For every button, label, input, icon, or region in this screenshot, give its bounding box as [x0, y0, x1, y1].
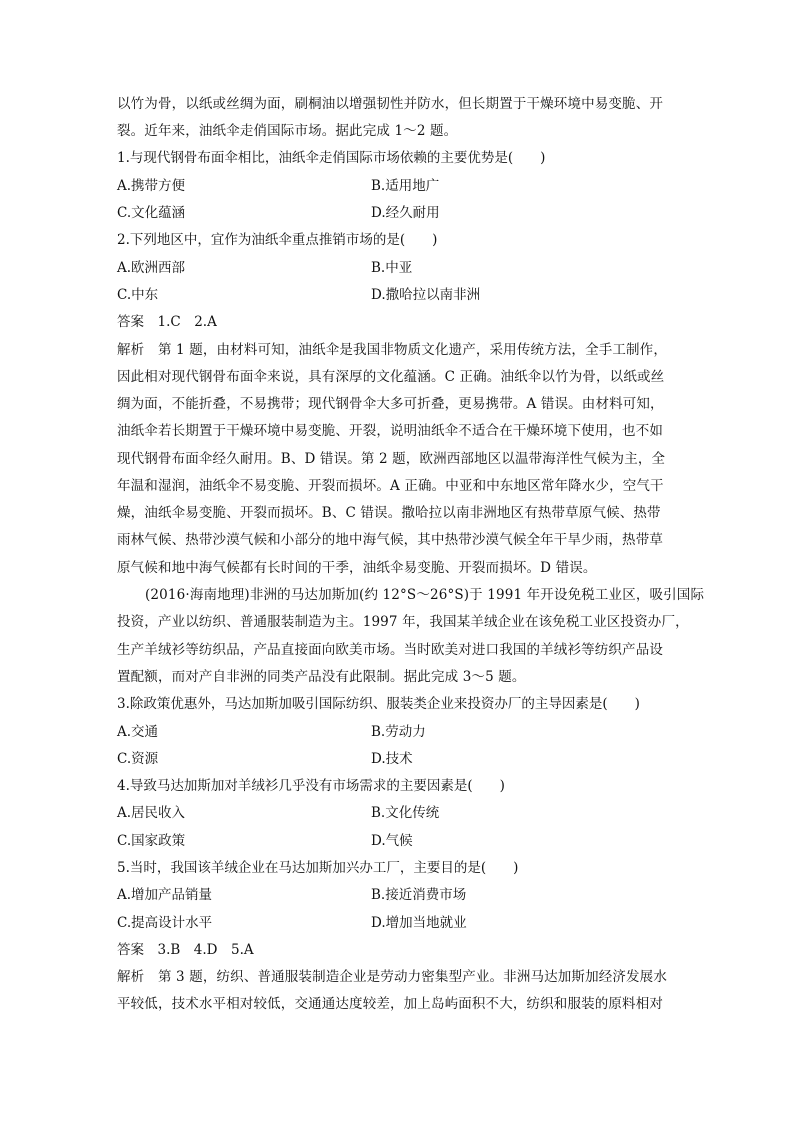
analysis-line: 燥，油纸伞易变脆、开裂而损坏。B、C 错误。撒哈拉以南非洲地区有热带草原气候、热带: [117, 505, 661, 521]
analysis-line: 年温和湿润，油纸伞不易变脆、开裂而损坏。A 正确。中亚和中东地区常年降水少，空气干: [117, 478, 664, 494]
material-text-line: 裂。近年来，油纸伞走俏国际市场。据此完成 1～2 题。: [117, 123, 458, 139]
analysis-line: 雨林气候、热带沙漠气候和小部分的地中海气候，其中热带沙漠气候全年干旱少雨，热带草: [117, 532, 663, 548]
q5-option-d: D.增加当地就业: [371, 915, 467, 931]
material-text-line: 投资，产业以纺织、普通服装制造为主。1997 年，我国某羊绒企业在该免税工业区投资办厂，: [117, 614, 689, 630]
analysis-line: 因此相对现代钢骨布面伞来说，具有深厚的文化蕴涵。C 正确。油纸伞以竹为骨，以纸或丝: [117, 369, 665, 385]
question-2-stem: 2.下列地区中，宜作为油纸伞重点推销市场的是( ): [117, 232, 438, 248]
material-text-line: 置配额，而对产自非洲的同类产品没有此限制。据此完成 3～5 题。: [117, 669, 526, 685]
question-1-stem: 1.与现代钢骨布面伞相比，油纸伞走俏国际市场依赖的主要优势是( ): [117, 150, 546, 166]
q5-option-c: C.提高设计水平: [117, 915, 213, 931]
analysis-line: 解析 第 3 题，纺织、普通服装制造企业是劳动力密集型产业。非洲马达加斯加经济发展水: [117, 969, 667, 985]
q3-option-b: B.劳动力: [371, 724, 426, 740]
answer-line: 答案 1.C 2.A: [117, 314, 217, 330]
analysis-line: 平较低，技术水平相对较低，交通通达度较差，加上岛屿面积不大，纺织和服装的原料相对: [117, 996, 663, 1012]
q1-option-a: A.携带方便: [117, 178, 186, 194]
q4-option-a: A.居民收入: [117, 805, 186, 821]
q5-option-a: A.增加产品销量: [117, 887, 213, 903]
q2-option-c: C.中东: [117, 287, 159, 303]
q1-option-c: C.文化蕴涵: [117, 205, 186, 221]
analysis-line: 现代钢骨布面伞经久耐用。B、D 错误。第 2 题，欧洲西部地区以温带海洋性气候为主，全: [117, 451, 666, 467]
q4-option-d: D.气候: [371, 833, 413, 849]
material-text-line: (2016·海南地理)非洲的马达加斯加(约 12°S～26°S)于 1991 年开设免税工业区，吸引国际: [145, 587, 705, 603]
q1-option-d: D.经久耐用: [371, 205, 440, 221]
analysis-line: 绸为面，不能折叠，不易携带；现代钢骨伞大多可折叠，更易携带。A 错误。由材料可知，: [117, 396, 664, 412]
q4-option-c: C.国家政策: [117, 833, 186, 849]
analysis-line: 油纸伞若长期置于干燥环境中易变脆、开裂，说明油纸伞不适合在干燥环境下使用，也不如: [117, 423, 663, 439]
answer-line: 答案 3.B 4.D 5.A: [117, 942, 254, 958]
q3-option-d: D.技术: [371, 751, 413, 767]
question-3-stem: 3.除政策优惠外，马达加斯加吸引国际纺织、服装类企业来投资办厂的主导因素是( ): [117, 696, 640, 712]
q3-option-c: C.资源: [117, 751, 159, 767]
material-text-line: 以竹为骨，以纸或丝绸为面，刷桐油以增强韧性并防水，但长期置于干燥环境中易变脆、开: [117, 96, 663, 112]
q4-option-b: B.文化传统: [371, 805, 440, 821]
analysis-line: 解析 第 1 题，由材料可知，油纸伞是我国非物质文化遗产，采用传统方法，全手工制作，: [117, 342, 667, 358]
analysis-line: 原气候和地中海气候都有长时间的干季，油纸伞易变脆、开裂而损坏。D 错误。: [117, 560, 597, 576]
q1-option-b: B.适用地广: [371, 178, 440, 194]
question-5-stem: 5.当时，我国该羊绒企业在马达加斯加兴办工厂，主要目的是( ): [117, 860, 519, 876]
q3-option-a: A.交通: [117, 724, 159, 740]
q2-option-b: B.中亚: [371, 260, 413, 276]
q2-option-a: A.欧洲西部: [117, 260, 186, 276]
q2-option-d: D.撒哈拉以南非洲: [371, 287, 481, 303]
material-text-line: 生产羊绒衫等纺织品，产品直接面向欧美市场。当时欧美对进口我国的羊绒衫等纺织产品设: [117, 642, 663, 658]
q5-option-b: B.接近消费市场: [371, 887, 467, 903]
question-4-stem: 4.导致马达加斯加对羊绒衫几乎没有市场需求的主要因素是( ): [117, 778, 505, 794]
